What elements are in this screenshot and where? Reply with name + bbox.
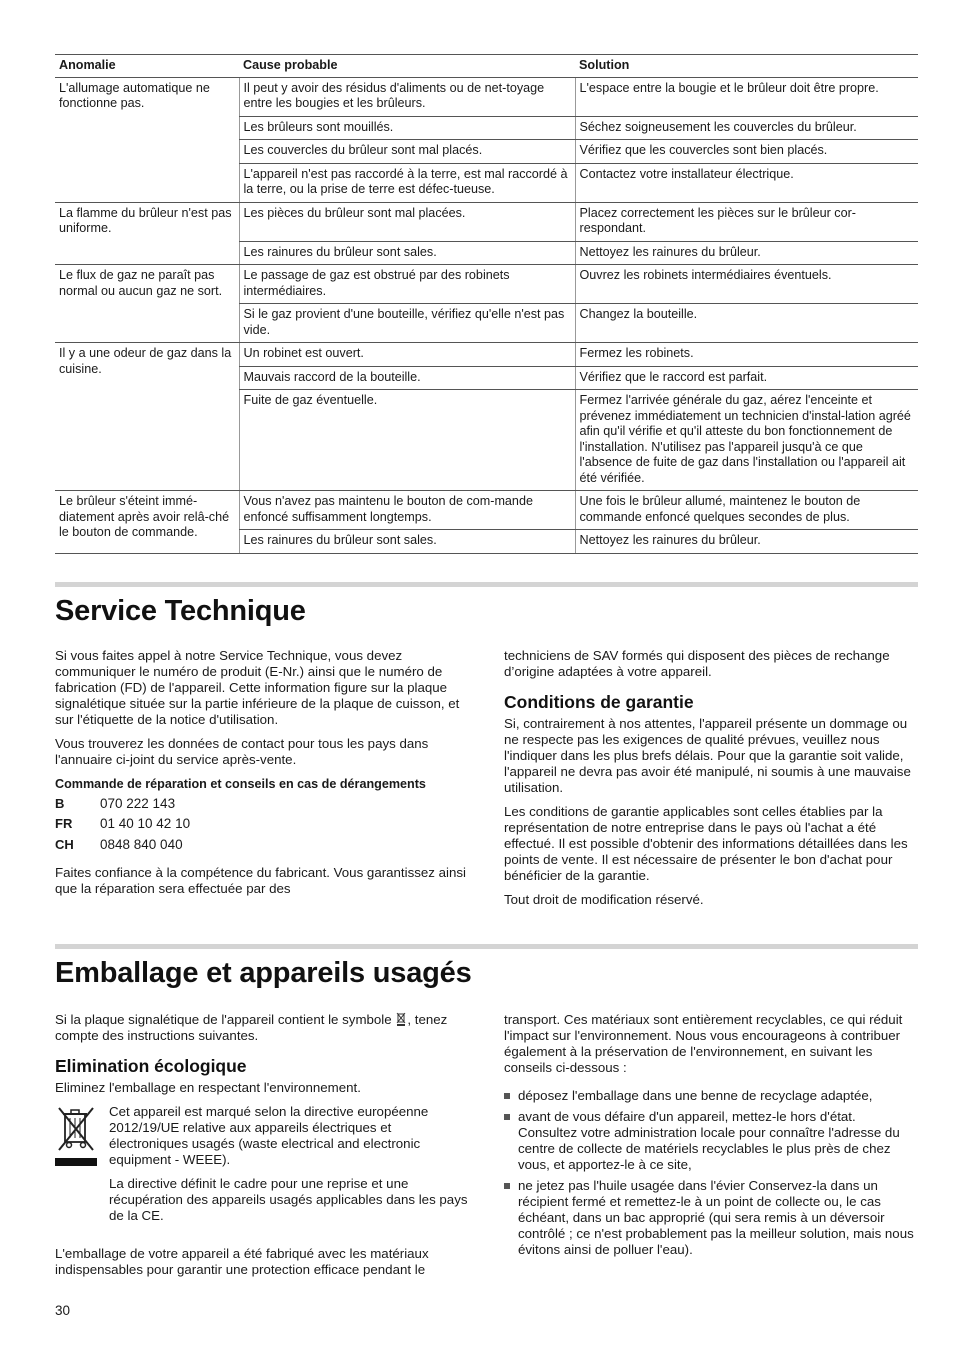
table-row [55,491,918,530]
service-paragraph: Faites confiance à la compétence du fabricant. Vous garantissez ainsi que la réparation sera effectuée par des [55,865,466,896]
solution-cell: Ouvrez les robinets intermédiaires éventuels. [575,265,918,304]
solution-cell: Fermez les robinets. [575,343,918,367]
country-code: B [55,795,65,811]
solution-cell: L'espace entre la bougie et le brûleur doit être propre. [575,77,918,116]
weee-paragraph: La directive définit le cadre pour une reprise et une récupération des appareils usagés applicables dans les pays de la CE. [109,1175,468,1223]
packaging-paragraph: transport. Ces matériaux sont entièrement recyclables, ce qui réduit l'impact sur l'environnement. Nous vous encourageons à contribuer également à la préservation de l'environnement, en suivant les conseils ci-dessous : [504,1011,903,1075]
weee-icon [55,1104,109,1232]
section-divider [55,944,918,949]
anomaly-cell: L'allumage automatique ne fonctionne pas. [55,77,239,202]
weee-text [109,1104,469,1232]
disposal-columns [55,1012,918,1286]
table-row [55,77,918,116]
cause-cell: Le passage de gaz est obstrué par des robinets intermédiaires. [239,265,575,304]
solution-cell: Contactez votre installateur électrique. [575,163,918,202]
list-item-text: déposez l'emballage dans une benne de recyclage adaptée, [518,1087,873,1103]
solution-cell: Vérifiez que les couvercles sont bien placés. [575,140,918,164]
advice-list [504,1088,918,1258]
cause-cell: Vous n'avez pas maintenu le bouton de com-mande enfoncé suffisamment longtemps. [239,491,575,530]
disposal-intro [55,1012,469,1044]
anomaly-cell: La flamme du brûleur n'est pas uniforme. [55,202,239,265]
header-anomalie: Anomalie [55,55,239,78]
solution-cell: Changez la bouteille. [575,304,918,343]
service-paragraph: techniciens de SAV formés qui disposent des pièces de rechange d’origine adaptées à votre appareil. [504,647,890,679]
square-bullet-icon [504,1093,510,1099]
solution-cell: Vérifiez que le raccord est parfait. [575,366,918,390]
disposal-title: Emballage et appareils usagés [55,956,472,989]
solution-cell: Placez correctement les pièces sur le brûleur cor-respondant. [575,202,918,241]
phone-number: 0848 840 040 [100,836,183,852]
header-solution: Solution [575,55,918,78]
service-paragraph: Si vous faites appel à notre Service Technique, vous devez communiquer le numéro de produit (E-Nr.) ainsi que le numéro de fabrication (FD) de l'appareil. Cette information figure sur la plaque signalétique située sur la partie inférieure de la plaque de cuisson, et sur l'étiquette de la notice d'utilisation. [55,647,460,727]
warranty-paragraph: Tout droit de modification réservé. [504,891,704,907]
eco-title: Elimination écologique [55,1055,247,1076]
intro-text: , tenez compte des instructions suivantes. [55,1011,448,1043]
cause-cell: Les rainures du brûleur sont sales. [239,241,575,265]
solution-cell: Fermez l'arrivée générale du gaz, aérez l'enceinte et prévenez immédiatement un technicien d'instal-lation agréé afin qu'il vérifie et qu'il atteste du bon fonctionnement de l'installation. N'utilisez pas l'appareil jusqu'à ce que l'absence de fuite de gaz dans l'installation ou l'appareil ait été vérifiée. [575,390,918,491]
page-number: 30 [55,1303,71,1318]
weee-block [55,1104,469,1232]
disposal-left-column [55,1012,469,1286]
list-item-text: ne jetez pas l'huile usagée dans l'évier Conservez-la dans un récipient fermé et remettez-le à un point de collecte ou, le cas échéant, dans un bac approprié (qui sera remis à un déversoir contrôlé ; ce n'est probablement pas la meilleur solution, mais nous évitons ainsi de polluer l'eau). [518,1177,914,1257]
warranty-title: Conditions de garantie [504,691,694,712]
cause-cell: Un robinet est ouvert. [239,343,575,367]
cause-cell: L'appareil n'est pas raccordé à la terre, est mal raccordé à la terre, ou la prise de terre est défec-tueuse. [239,163,575,202]
phone-number: 070 222 143 [100,795,176,811]
cause-cell: Il peut y avoir des résidus d'aliments ou de net-toyage entre les bougies et les brûleurs. [239,77,575,116]
service-left-column [55,648,469,916]
eco-paragraph: Eliminez l'emballage en respectant l'environnement. [55,1079,361,1095]
disposal-right-column [504,1012,918,1286]
solution-cell: Une fois le brûleur allumé, maintenez le bouton de commande enfoncé quelques secondes de plus. [575,491,918,530]
service-paragraph: Vous trouverez les données de contact pour tous les pays dans l'annuaire ci-joint du service après-vente. [55,735,429,767]
phone-row [55,794,469,815]
intro-text: Si la plaque signalétique de l'appareil contient le symbole [55,1011,392,1027]
repair-heading: Commande de réparation et conseils en cas de dérangements [55,776,426,791]
solution-cell: Nettoyez les rainures du brûleur. [575,530,918,554]
country-code: CH [55,836,74,852]
packaging-paragraph: L'emballage de votre appareil a été fabriqué avec les matériaux indispensables pour garantir une protection efficace pendant le [55,1245,429,1277]
table-row [55,265,918,304]
table-header-row [55,55,918,78]
country-code: FR [55,816,73,832]
cause-cell: Les brûleurs sont mouillés. [239,116,575,140]
phone-row [55,835,469,856]
solution-cell: Nettoyez les rainures du brûleur. [575,241,918,265]
phone-list [55,794,469,856]
warranty-paragraph: Si, contrairement à nos attentes, l'appareil présente un dommage ou ne respecte pas les exigences de qualité prévues, veuillez nous l'indiquer dans les plus brefs délais. Pour que la garantie soit valide, l'appareil ne devra pas avoir été manipulé, ni soumis à une mauvaise utilisation. [504,715,911,795]
list-item [504,1088,918,1104]
phone-number: 01 40 10 42 10 [100,816,191,832]
weee-paragraph: Cet appareil est marqué selon la directive européenne 2012/19/UE relative aux appareils électriques et électroniques usagés (waste electrical and electronic equipment - WEEE). [109,1103,429,1167]
cause-cell: Fuite de gaz éventuelle. [239,390,575,491]
table-row [55,202,918,241]
square-bullet-icon [504,1183,510,1189]
cause-cell: Les rainures du brûleur sont sales. [239,530,575,554]
header-cause: Cause probable [239,55,575,78]
troubleshooting-table [55,54,918,554]
service-columns [55,648,918,916]
page-content [55,54,918,1286]
anomaly-cell: Il y a une odeur de gaz dans la cuisine. [55,343,239,491]
anomaly-cell: Le brûleur s'éteint immé-diatement après avoir relâ-ché le bouton de commande. [55,491,239,554]
anomaly-cell: Le flux de gaz ne paraît pas normal ou aucun gaz ne sort. [55,265,239,343]
section-divider [55,582,918,587]
phone-row [55,814,469,835]
cause-cell: Les couvercles du brûleur sont mal placés. [239,140,575,164]
cause-cell: Mauvais raccord de la bouteille. [239,366,575,390]
weee-small-icon [395,1012,407,1026]
square-bullet-icon [504,1114,510,1120]
table-row [55,343,918,367]
solution-cell: Séchez soigneusement les couvercles du brûleur. [575,116,918,140]
list-item-text: avant de vous défaire d'un appareil, mettez-le hors d'état. Consultez votre administration locale pour connaître l'adresse du centre de collecte de matériels recyclables le plus près de chez vous, et apportez-le à ce site, [518,1108,900,1172]
warranty-paragraph: Les conditions de garantie applicables sont celles établies par la représentation de notre entreprise dans le pays où l'achat a été effectué. Il est possible d'obtenir des informations détaillées dans les points de vente. Il est nécessaire de présenter le bon d'achat pour bénéficier de la garantie. [504,803,908,883]
list-item [504,1178,918,1258]
service-title: Service Technique [55,594,306,627]
list-item [504,1109,918,1173]
cause-cell: Les pièces du brûleur sont mal placées. [239,202,575,241]
service-right-column [504,648,918,916]
cause-cell: Si le gaz provient d'une bouteille, vérifiez qu'elle n'est pas vide. [239,304,575,343]
